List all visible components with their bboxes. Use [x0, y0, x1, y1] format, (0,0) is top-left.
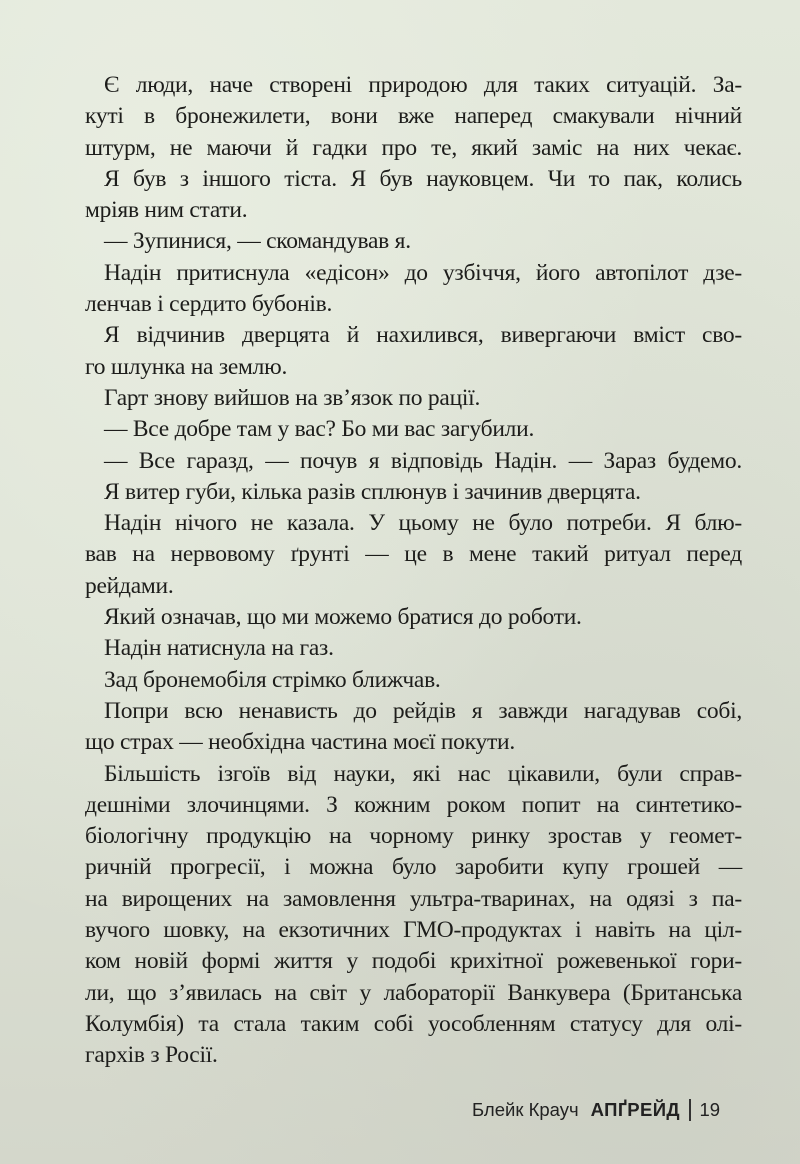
page-number: 19	[699, 1099, 721, 1120]
footer-separator	[689, 1099, 691, 1121]
text-line: рейдами.	[85, 572, 174, 599]
text-line: — Зупинися, — скомандував я.	[104, 228, 411, 255]
text-line: Надін натиснула на газ.	[104, 635, 334, 662]
text-line: вучого шовку, на екзотичних ГМО-продуктах і навіть на ціл-	[85, 917, 742, 944]
text-line: куті в бронежилети, вони вже наперед смакували нічний	[85, 103, 742, 130]
text-line: на вирощених на замовлення ультра-тваринах, на одязі з па-	[85, 885, 742, 912]
text-line: вав на нервовому ґрунті — це в мене такий ритуал перед	[85, 541, 742, 568]
text-line: Надін притиснула «едісон» до узбіччя, його автопілот дзе-	[104, 259, 742, 286]
text-line: Зад бронемобіля стрімко ближчав.	[104, 666, 441, 693]
text-line: гархів з Росії.	[85, 1042, 218, 1069]
text-line: мріяв ним стати.	[85, 197, 248, 224]
running-footer	[472, 1096, 720, 1124]
text-line: Надін нічого не казала. У цьому не було потреби. Я блю-	[104, 510, 742, 537]
text-line: го шлунка на землю.	[85, 353, 288, 380]
text-line: Попри всю ненависть до рейдів я завжди нагадував собі,	[104, 697, 742, 724]
text-line: ленчав і сердито бубонів.	[85, 291, 333, 318]
text-line: біологічну продукцію на чорному ринку зростав у геомет-	[85, 823, 742, 850]
footer-book-title: АПҐРЕЙД	[590, 1099, 680, 1120]
text-line: дешніми злочинцями. З кожним роком попит на синтетико-	[85, 791, 742, 818]
body-text	[85, 70, 745, 1072]
text-line: штурм, не маючи й гадки про те, який заміс на них чекає.	[85, 134, 742, 161]
text-line: ричній прогресії, і можна було заробити купу грошей —	[85, 854, 742, 881]
text-line: Я відчинив дверцята й нахилився, вивергаючи вміст сво-	[104, 322, 742, 349]
text-line: — Все добре там у вас? Бо ми вас загубили.	[104, 416, 535, 443]
text-line: Який означав, що ми можемо братися до роботи.	[104, 604, 582, 631]
text-line: — Все гаразд, — почув я відповідь Надін. — Зараз будемо.	[104, 447, 742, 474]
text-line: Я був з іншого тіста. Я був науковцем. Чи то пак, колись	[104, 165, 742, 192]
text-line: Є люди, наче створені природою для таких ситуацій. За-	[104, 72, 742, 98]
footer-author: Блейк Крауч	[472, 1099, 579, 1120]
text-line: ком новій формі життя у подобі крихітної рожевенької гори-	[85, 948, 742, 975]
text-line: Гарт знову вийшов на зв’язок по рації.	[104, 384, 481, 411]
text-line: ли, що з’явилась на світ у лабораторії Ванкувера (Британська	[85, 979, 742, 1006]
text-line: Я витер губи, кілька разів сплюнув і зачинив дверцята.	[104, 478, 641, 505]
text-line: Колумбія) та стала таким собі уособленням статусу для олі-	[85, 1010, 742, 1037]
text-line: Більшість ізгоїв від науки, які нас цікавили, були справ-	[104, 760, 742, 787]
text-line: що страх — необхідна частина моєї покути.	[85, 729, 515, 756]
